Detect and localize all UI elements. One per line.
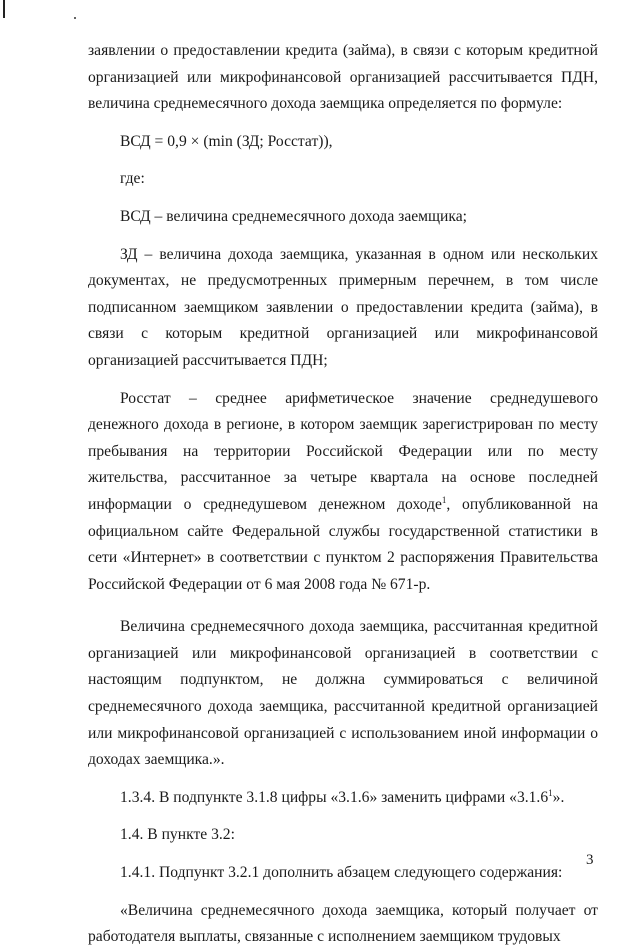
definition-rosstat [88, 386, 598, 599]
footnote-ref: 1 [441, 494, 447, 505]
item-1-4-1: 1.4.1. Подпункт 3.2.1 дополнить абзацем следующего содержания: [120, 864, 563, 882]
definition-rosstat-text-cont: , опубликованной на официальном сайте Федеральной службы государственной статистики в сети «Интернет» в соответствии с пунктом 2 распоряжения Правительства Российской Федерации от 6 мая 2008 года № 671-р. [88, 495, 599, 593]
definition-vsd: ВСД – величина среднемесячного дохода заемщика; [120, 207, 467, 225]
paragraph-intro: заявлении о предоставлении кредита (займа), в связи с которым кредитной организацией или микрофинансовой организацией рассчитывается ПДН, величина среднемесячного дохода заемщика определяется по формуле: [88, 42, 598, 113]
item-1-4: 1.4. В пункте 3.2: [120, 826, 235, 844]
item-1-3-4-text: 1.3.4. В подпункте 3.1.8 цифры «3.1.6» заменить цифрами «3.1.6 [120, 788, 549, 806]
definition-rosstat-text: Росстат – среднее арифметическое значение среднедушевого денежного дохода в регионе, в котором заемщик зарегистрирован по месту пребывания на территории Российской Федерации или по месту жительства, рассчитанное за четыре квартала на основе последней информации о среднедушевом денежном доходе [88, 389, 598, 513]
formula: ВСД = 0,9 × (min (ЗД; Росстат)), [120, 132, 333, 150]
scan-edge-line [3, 0, 5, 18]
scan-dot [74, 17, 76, 19]
where-label: где: [120, 170, 145, 188]
item-1-3-4-sup: 1 [548, 787, 553, 798]
definition-zd: ЗД – величина дохода заемщика, указанная в одном или нескольких документах, не предусмотренных примерным перечнем, в том числе подписанном заемщиком заявлении о предоставлении кредита (займа), в связи с которым кредитной организацией или микрофинансовой организацией рассчитывается ПДН; [88, 245, 598, 369]
page-number: 3 [586, 852, 594, 868]
paragraph-sum: Величина среднемесячного дохода заемщика, рассчитанная кредитной организацией или микрофинансовой организацией в соответствии с настоящим подпунктом, не должна суммироваться с величиной среднемесячного дохода заемщика, рассчитанной кредитной организацией или микрофинансовой организацией с использованием иной информации о доходах заемщика.». [88, 618, 598, 769]
item-1-3-4 [88, 785, 598, 812]
paragraph-last: «Величина среднемесячного дохода заемщика, который получает от работодателя выплаты, связанные с исполнением заемщиком трудовых [88, 901, 598, 946]
document-page [88, 38, 598, 951]
item-1-3-4-end: ». [552, 788, 565, 806]
